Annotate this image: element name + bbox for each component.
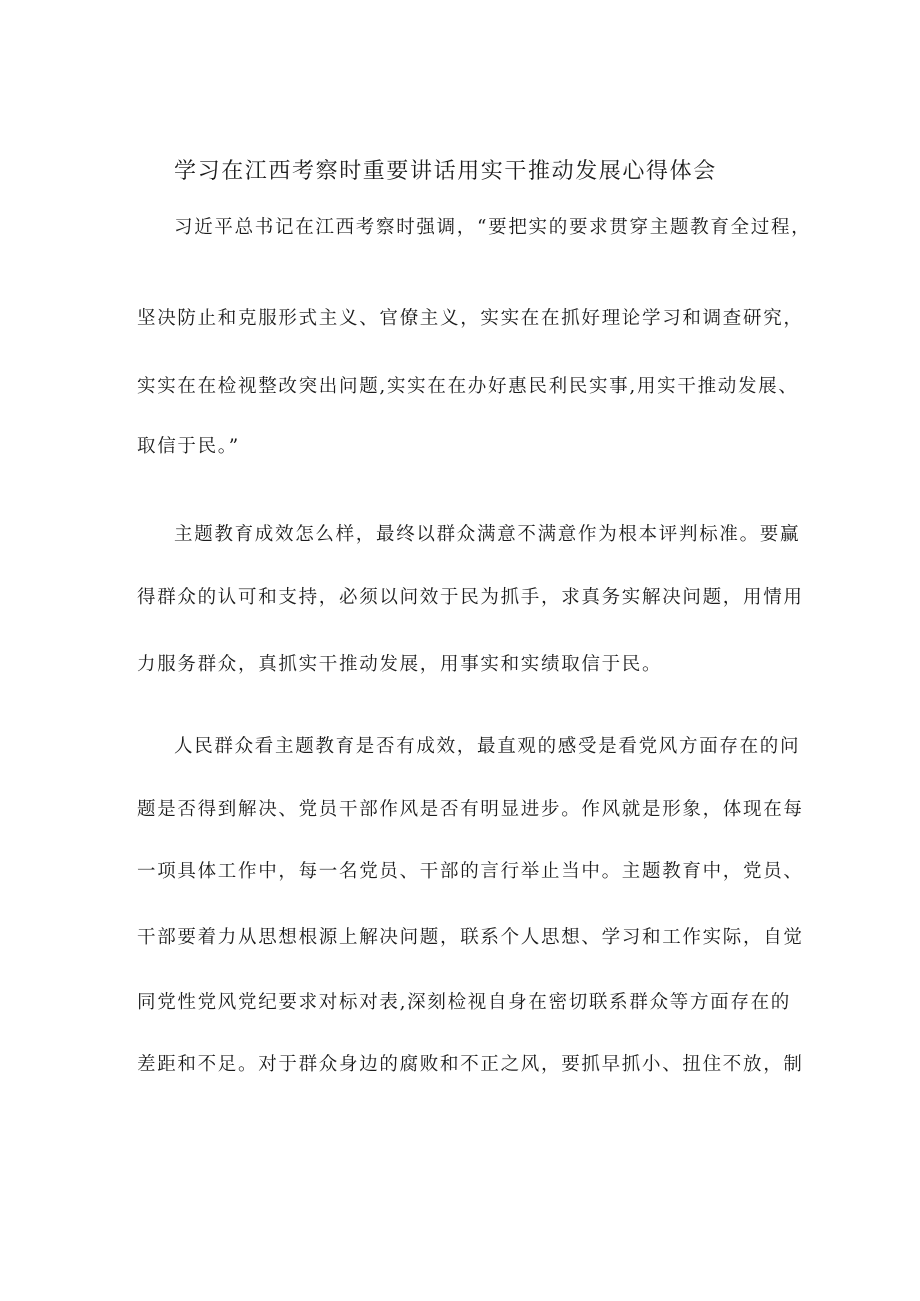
document-title: 学习在江西考察时重要讲话用实干推动发展心得体会 (174, 159, 717, 184)
paragraph-2-line-2: 得群众的认可和支持，必须以问效于民为抓手，求真务实解决问题，用情用 (137, 587, 804, 608)
paragraph-1-line-2: 坚决防止和克服形式主义、官僚主义，实实在在抓好理论学习和调查研究， (137, 308, 804, 329)
paragraph-1-line-4: 取信于民。” (137, 436, 240, 457)
paragraph-3-line-5: 同党性党风党纪要求对标对表,深刻检视自身在密切联系群众等方面存在的 (137, 992, 791, 1013)
paragraph-2-line-3: 力服务群众，真抓实干推动发展，用事实和实绩取信于民。 (137, 654, 663, 675)
paragraph-3-line-2: 题是否得到解决、党员干部作风是否有明显进步。作风就是形象，体现在每 (137, 799, 804, 820)
paragraph-2-line-1: 主题教育成效怎么样，最终以群众满意不满意作为根本评判标准。要赢 (174, 524, 801, 545)
paragraph-1-line-3: 实实在在检视整改突出问题,实实在在办好惠民利民实事,用实干推动发展、 (137, 376, 799, 397)
paragraph-3-line-4: 干部要着力从思想根源上解决问题，联系个人思想、学习和工作实际，自觉 (137, 927, 804, 948)
paragraph-3-line-1: 人民群众看主题教育是否有成效，最直观的感受是看党风方面存在的问 (174, 736, 801, 757)
paragraph-3-line-6: 差距和不足。对于群众身边的腐败和不正之风，要抓早抓小、扭住不放，制 (137, 1054, 804, 1075)
paragraph-3-line-3: 一项具体工作中，每一名党员、干部的言行举止当中。主题教育中，党员、 (137, 861, 804, 882)
paragraph-1-line-1: 习近平总书记在江西考察时强调，“要把实的要求贯穿主题教育全过程， (174, 217, 812, 238)
